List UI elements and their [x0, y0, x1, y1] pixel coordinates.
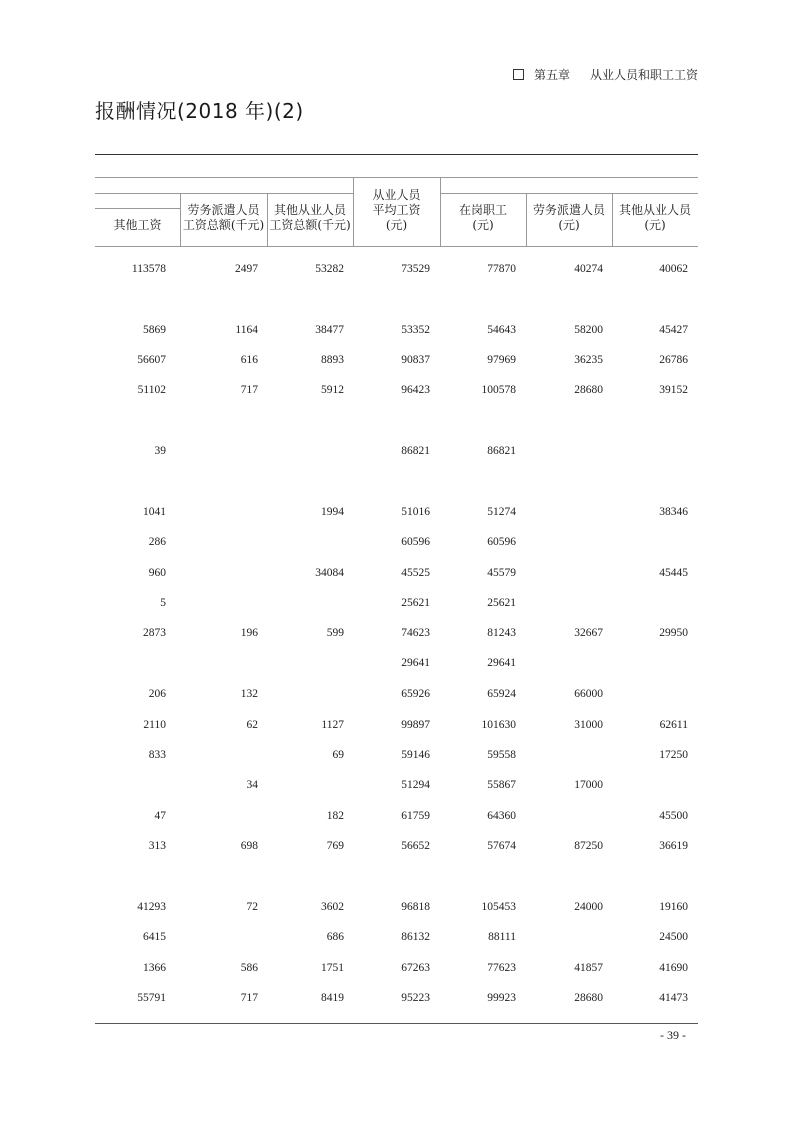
table-cell: 41473 — [659, 992, 688, 1004]
table-cell: 5 — [160, 597, 166, 609]
table-cell: 62 — [246, 719, 258, 731]
table-cell: 1164 — [235, 324, 258, 336]
table-cell: 99923 — [487, 992, 516, 1004]
table-cell: 97969 — [487, 354, 516, 366]
table-cell: 96818 — [401, 901, 430, 913]
table-cell: 17000 — [574, 779, 603, 791]
bottom-rule — [95, 1023, 698, 1024]
table-cell: 206 — [148, 688, 166, 700]
table-cell: 29641 — [401, 657, 430, 669]
table-cell: 41857 — [574, 962, 603, 974]
table-cell: 8419 — [321, 992, 344, 1004]
table-row — [95, 840, 698, 856]
table-row — [95, 506, 698, 522]
table-cell: 57674 — [487, 840, 516, 852]
table-cell: 34084 — [315, 567, 344, 579]
table-cell: 65926 — [401, 688, 430, 700]
table-cell: 41293 — [137, 901, 166, 913]
table-cell: 45500 — [659, 810, 688, 822]
table-cell: 2873 — [143, 627, 166, 639]
table-cell: 25621 — [487, 597, 516, 609]
table-cell: 586 — [240, 962, 258, 974]
table-cell: 616 — [240, 354, 258, 366]
table-cell: 8893 — [321, 354, 344, 366]
table-cell: 5912 — [321, 384, 344, 396]
table-cell: 599 — [326, 627, 344, 639]
table-cell: 59146 — [401, 749, 430, 761]
table-cell: 67263 — [401, 962, 430, 974]
table-cell: 40274 — [574, 263, 603, 275]
table-row — [95, 354, 698, 370]
table-cell: 66000 — [574, 688, 603, 700]
header-line — [95, 246, 698, 247]
page-title: 报酬情况(2018 年)(2) — [95, 99, 304, 123]
table-cell: 45579 — [487, 567, 516, 579]
table-cell: 74623 — [401, 627, 430, 639]
table-row — [95, 657, 698, 673]
table-cell: 53282 — [315, 263, 344, 275]
table-cell: 29641 — [487, 657, 516, 669]
table-cell: 36235 — [574, 354, 603, 366]
table-cell: 86821 — [487, 445, 516, 457]
chapter-header — [513, 66, 698, 83]
table-cell: 39152 — [659, 384, 688, 396]
header-line — [95, 177, 698, 178]
table-cell: 51102 — [137, 384, 166, 396]
table-cell: 698 — [240, 840, 258, 852]
table-cell: 313 — [148, 840, 166, 852]
table-cell: 54643 — [487, 324, 516, 336]
table-cell: 29950 — [659, 627, 688, 639]
table-cell: 90837 — [401, 354, 430, 366]
table-cell: 26786 — [659, 354, 688, 366]
table-cell: 61759 — [401, 810, 430, 822]
table-cell: 60596 — [487, 536, 516, 548]
table-cell: 100578 — [481, 384, 516, 396]
page-number: - 39 - — [660, 1028, 686, 1042]
table-cell: 96423 — [401, 384, 430, 396]
table-row — [95, 536, 698, 552]
column-header-other-staff-avg: 其他从业人员 (元) — [618, 203, 691, 232]
table-cell: 36619 — [659, 840, 688, 852]
table-cell: 45525 — [401, 567, 430, 579]
table-cell: 769 — [326, 840, 344, 852]
table-cell: 17250 — [659, 749, 688, 761]
table-cell: 1127 — [321, 719, 344, 731]
chapter-title: 从业人员和职工工资 — [589, 68, 698, 82]
column-header-other-staff-total: 其他从业人员 工资总额(千元) — [269, 203, 351, 232]
column-header-dispatch-avg: 劳务派遣人员 (元) — [532, 203, 605, 232]
table-cell: 34 — [246, 779, 258, 791]
table-cell: 88111 — [488, 931, 516, 943]
table-cell: 24500 — [659, 931, 688, 943]
table-cell: 1041 — [143, 506, 166, 518]
table-cell: 717 — [240, 384, 258, 396]
table-cell: 38346 — [659, 506, 688, 518]
table-row — [95, 384, 698, 400]
table-cell: 3602 — [321, 901, 344, 913]
table-row — [95, 810, 698, 826]
square-icon — [513, 69, 524, 80]
top-rule — [95, 154, 698, 155]
header-line — [95, 193, 353, 194]
table-cell: 45445 — [659, 567, 688, 579]
table-cell: 39 — [154, 445, 166, 457]
table-cell: 65924 — [487, 688, 516, 700]
table-cell: 51016 — [401, 506, 430, 518]
table-cell: 86132 — [401, 931, 430, 943]
table-cell: 73529 — [401, 263, 430, 275]
table-row — [95, 627, 698, 643]
table-cell: 32667 — [574, 627, 603, 639]
table-cell: 1994 — [321, 506, 344, 518]
table-row — [95, 962, 698, 978]
table-row — [95, 931, 698, 947]
table-cell: 833 — [148, 749, 166, 761]
column-header-avg-wage: 从业人员 平均工资 (元) — [372, 188, 421, 232]
table-row — [95, 992, 698, 1008]
chapter-label: 第五章 — [533, 68, 570, 82]
table-cell: 55791 — [137, 992, 166, 1004]
table-cell: 960 — [148, 567, 166, 579]
table-cell: 69 — [332, 749, 344, 761]
table-cell: 717 — [240, 992, 258, 1004]
table-cell: 38477 — [315, 324, 344, 336]
table-cell: 28680 — [574, 384, 603, 396]
table-cell: 62611 — [659, 719, 688, 731]
table-cell: 28680 — [574, 992, 603, 1004]
table-cell: 81243 — [487, 627, 516, 639]
table-cell: 72 — [246, 901, 258, 913]
table-cell: 19160 — [659, 901, 688, 913]
table-cell: 105453 — [481, 901, 516, 913]
table-cell: 1751 — [321, 962, 344, 974]
table-cell: 196 — [240, 627, 258, 639]
column-header-dispatch-total: 劳务派遣人员 工资总额(千元) — [182, 203, 265, 232]
table-cell: 51274 — [487, 506, 516, 518]
table-cell: 64360 — [487, 810, 516, 822]
table-cell: 56607 — [137, 354, 166, 366]
table-cell: 51294 — [401, 779, 430, 791]
table-cell: 95223 — [401, 992, 430, 1004]
table-row — [95, 901, 698, 917]
table-cell: 99897 — [401, 719, 430, 731]
table-cell: 182 — [326, 810, 344, 822]
table-cell: 686 — [326, 931, 344, 943]
table-cell: 87250 — [574, 840, 603, 852]
table-cell: 31000 — [574, 719, 603, 731]
table-row — [95, 567, 698, 583]
table-cell: 101630 — [481, 719, 516, 731]
header-line — [440, 193, 698, 194]
table-cell: 132 — [240, 688, 258, 700]
table-cell: 59558 — [487, 749, 516, 761]
table-cell: 2497 — [235, 263, 258, 275]
column-header-on-post: 在岗职工 (元) — [458, 203, 507, 232]
table-cell: 53352 — [401, 324, 430, 336]
header-line — [95, 208, 180, 209]
table-cell: 77623 — [487, 962, 516, 974]
table-cell: 58200 — [574, 324, 603, 336]
table-cell: 41690 — [659, 962, 688, 974]
table-row — [95, 688, 698, 704]
table-row — [95, 779, 698, 795]
table-cell: 1366 — [143, 962, 166, 974]
table-cell: 86821 — [401, 445, 430, 457]
table-cell: 25621 — [401, 597, 430, 609]
table-cell: 47 — [154, 810, 166, 822]
table-cell: 5869 — [143, 324, 166, 336]
table-cell: 60596 — [401, 536, 430, 548]
table-cell: 55867 — [487, 779, 516, 791]
table-row — [95, 719, 698, 735]
table-cell: 77870 — [487, 263, 516, 275]
table-row — [95, 445, 698, 461]
table-cell: 45427 — [659, 324, 688, 336]
table-cell: 56652 — [401, 840, 430, 852]
table-cell: 113578 — [131, 263, 166, 275]
table-row — [95, 749, 698, 765]
table-cell: 24000 — [574, 901, 603, 913]
table-row — [95, 263, 698, 279]
table-cell: 6415 — [143, 931, 166, 943]
table-row — [95, 324, 698, 340]
column-header-other-wages: 其他工资 — [113, 218, 162, 232]
table-cell: 2110 — [143, 719, 166, 731]
table-cell: 40062 — [659, 263, 688, 275]
table-cell: 286 — [148, 536, 166, 548]
table-row — [95, 597, 698, 613]
